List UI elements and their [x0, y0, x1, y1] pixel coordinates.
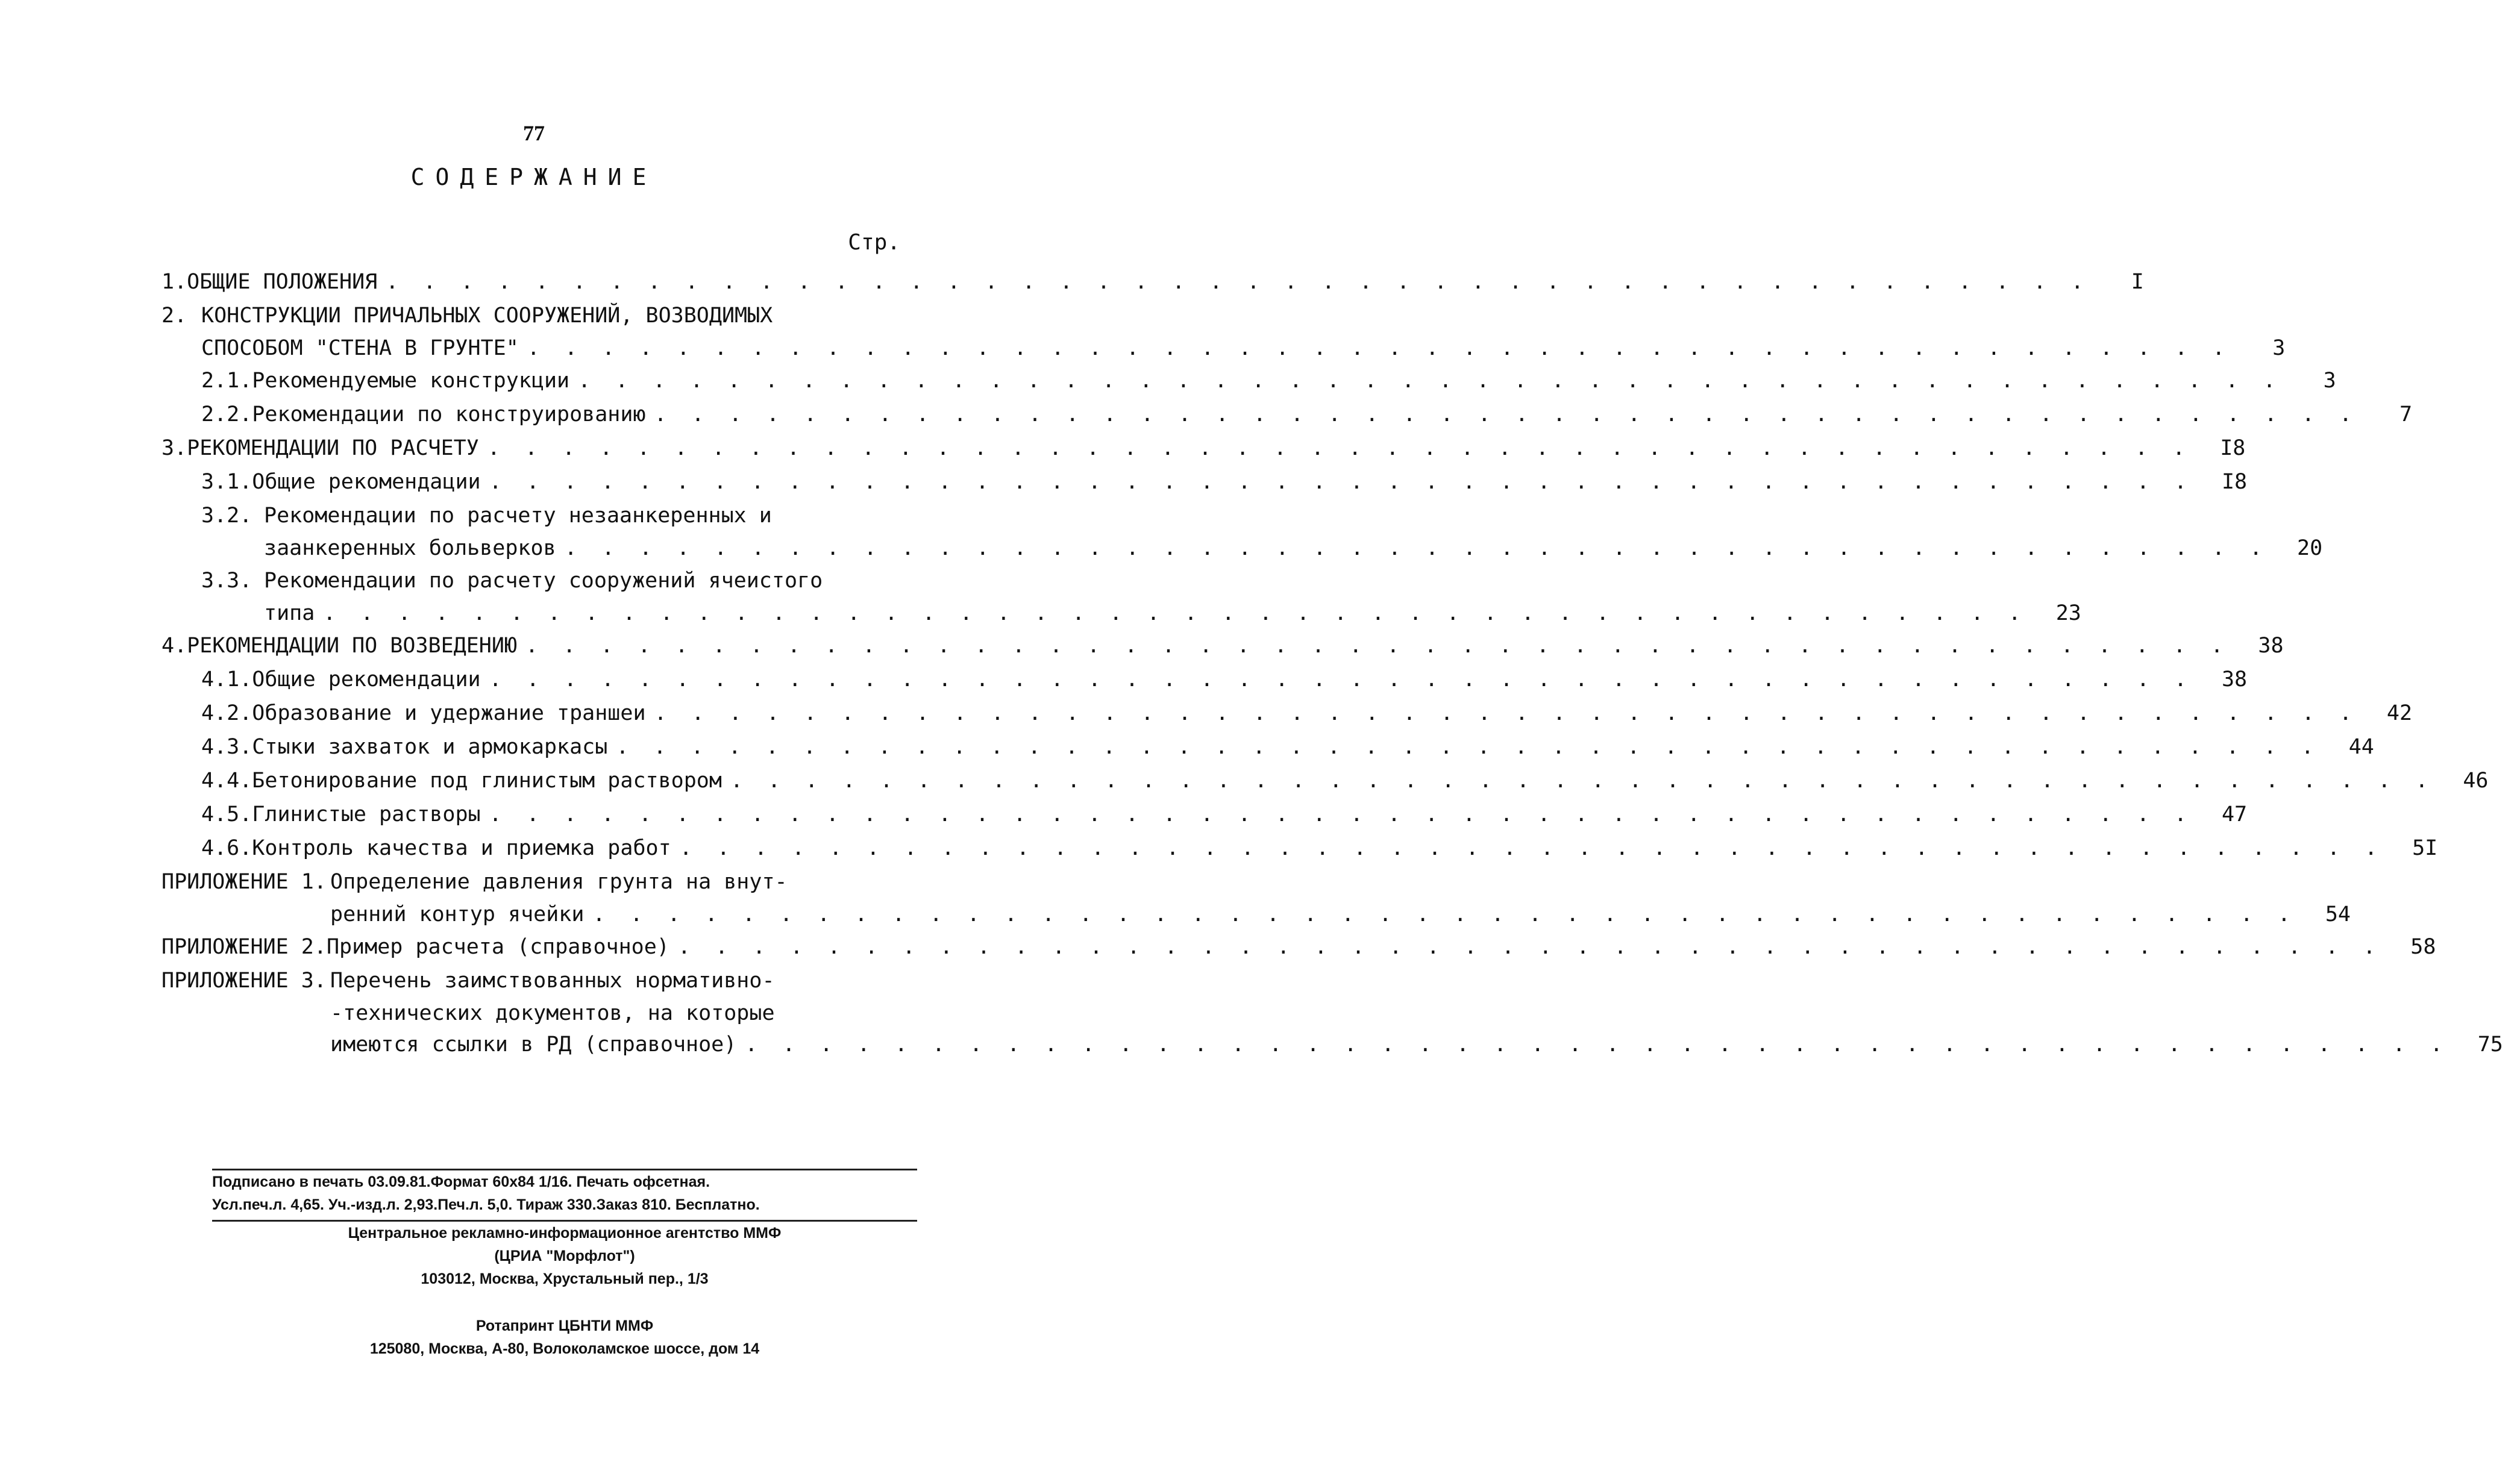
toc-entry [161, 564, 897, 598]
toc-title: Общие рекомендации [252, 470, 481, 494]
toc-entry [161, 364, 2336, 398]
toc-page: 20 [2297, 536, 2323, 560]
dot-leader [569, 364, 2282, 398]
toc-title: Рекомендации по конструированию [252, 402, 646, 426]
toc-title: Рекомендуемые конструкции [252, 369, 570, 393]
table-of-contents [161, 265, 2503, 1060]
dot-leader [517, 629, 2230, 663]
dot-leader [671, 831, 2384, 865]
toc-page: 3 [2272, 336, 2286, 360]
toc-page: I8 [2221, 470, 2248, 494]
toc-number: 4. [161, 634, 187, 658]
toc-number: 1. [161, 270, 187, 294]
page-column-label: Стр. [848, 230, 900, 255]
toc-number: 4.6. [201, 836, 252, 860]
imprint-block [212, 1169, 917, 1360]
toc-title: Бетонирование под глинистым раствором [252, 769, 722, 793]
toc-title: Контроль качества и приемка работ [252, 836, 671, 860]
dot-leader [584, 899, 2296, 930]
toc-title: Перечень заимствованных нормативно- [330, 969, 775, 993]
dot-leader [736, 1029, 2449, 1060]
toc-number: 4.3. [201, 735, 252, 759]
toc-number: 3.3. [201, 569, 252, 593]
dot-leader [519, 333, 2231, 364]
toc-page: 38 [2221, 667, 2248, 692]
dot-leader [479, 431, 2192, 465]
toc-page: 58 [2410, 935, 2436, 959]
page-number: 77 [523, 121, 545, 145]
toc-title: Определение давления грунта на внут- [330, 870, 788, 894]
toc-number: 4.1. [201, 667, 252, 692]
toc-number: 2.2. [201, 402, 252, 426]
toc-entry [161, 398, 2413, 431]
publisher-short-name: (ЦРИА "Морфлот") [494, 1248, 635, 1264]
toc-title: КОНСТРУКЦИИ ПРИЧАЛЬНЫХ СООРУЖЕНИЙ, ВОЗВОДИМЫХ [201, 304, 773, 328]
printer-name: Ротапринт ЦБНТИ ММФ [475, 1317, 654, 1334]
publisher-address: 103012, Москва, Хрустальный пер., 1/3 [421, 1270, 709, 1287]
toc-entry [161, 730, 2374, 764]
toc-entry [161, 265, 2144, 299]
toc-page: 75 [2477, 1033, 2503, 1057]
toc-number: 3. [161, 436, 187, 460]
toc-page: 5I [2412, 836, 2438, 860]
imprint-line: Усл.печ.л. 4,65. Уч.-изд.л. 2,93.Печ.л. 5,0. Тираж 330.Заказ 810. Бесплатно. [212, 1196, 760, 1213]
dot-leader [646, 696, 2359, 730]
toc-entry [161, 299, 897, 333]
toc-entry [161, 431, 2246, 465]
toc-page: 23 [2055, 601, 2081, 625]
page-title: СОДЕРЖАНИЕ [410, 164, 657, 190]
toc-page: 42 [2386, 701, 2413, 725]
toc-number: 3.1. [201, 470, 252, 494]
toc-number: 2.1. [201, 369, 252, 393]
toc-entry [161, 831, 2438, 865]
toc-title: РЕКОМЕНДАЦИИ ПО РАСЧЕТУ [187, 436, 479, 460]
dot-leader [722, 764, 2434, 798]
toc-entry-continuation [161, 333, 2286, 364]
toc-entry-continuation [161, 998, 897, 1029]
toc-number: 4.2. [201, 701, 252, 725]
toc-number: 2. [161, 304, 187, 328]
toc-number: ПРИЛОЖЕНИЕ 1. [161, 870, 327, 894]
toc-page: 7 [2399, 402, 2413, 426]
toc-entry-continuation [161, 598, 2081, 629]
toc-title-continuation: имеются ссылки в РД (справочное) [330, 1033, 737, 1057]
toc-entry [161, 798, 2248, 831]
toc-page: 46 [2463, 769, 2489, 793]
toc-page: 54 [2325, 902, 2351, 926]
toc-title: Образование и удержание траншеи [252, 701, 646, 725]
toc-number: 4.4. [201, 769, 252, 793]
toc-page: 38 [2258, 634, 2284, 658]
toc-page: 44 [2348, 735, 2374, 759]
toc-title-continuation: заанкеренных больверков [264, 536, 556, 560]
toc-title: Глинистые растворы [252, 802, 481, 826]
dot-leader [377, 265, 2090, 299]
dot-leader [315, 598, 2027, 629]
toc-entry [161, 696, 2413, 730]
toc-page: I [2131, 270, 2144, 294]
dot-leader [481, 798, 2193, 831]
toc-entry [161, 629, 2284, 663]
toc-title: РЕКОМЕНДАЦИИ ПО ВОЗВЕДЕНИЮ [187, 634, 518, 658]
toc-number: 4.5. [201, 802, 252, 826]
toc-entry [161, 764, 2489, 798]
toc-entry [161, 865, 897, 899]
toc-page: I8 [2220, 436, 2246, 460]
toc-title: Рекомендации по расчету незаанкеренных и [264, 504, 772, 528]
toc-number: 3.2. [201, 504, 252, 528]
dot-leader [481, 465, 2193, 499]
dot-leader [607, 730, 2320, 764]
toc-entry [161, 499, 897, 533]
dot-leader [646, 398, 2359, 431]
printer-address: 125080, Москва, А-80, Волоколамское шоссе, дом 14 [369, 1340, 760, 1357]
toc-entry-continuation [161, 533, 2323, 564]
toc-entry [161, 930, 2436, 964]
dot-leader [481, 663, 2193, 696]
toc-number: ПРИЛОЖЕНИЕ 2. [161, 935, 327, 959]
toc-title: Рекомендации по расчету сооружений ячеистого [264, 569, 823, 593]
toc-title: Общие рекомендации [252, 667, 481, 692]
toc-entry-continuation [161, 899, 2351, 930]
toc-entry [161, 663, 2248, 696]
toc-number: ПРИЛОЖЕНИЕ 3. [161, 969, 327, 993]
imprint-line: Подписано в печать 03.09.81.Формат 60х84 1/16. Печать офсетная. [212, 1173, 710, 1190]
toc-title-continuation: -технических документов, на которые [330, 1001, 775, 1025]
toc-page: 3 [2323, 369, 2336, 393]
toc-entry [161, 465, 2248, 499]
dot-leader [556, 533, 2269, 564]
toc-title-continuation: СПОСОБОМ "СТЕНА В ГРУНТЕ" [201, 336, 519, 360]
dot-leader [669, 930, 2382, 964]
toc-page: 47 [2221, 802, 2248, 826]
toc-entry [161, 964, 897, 998]
toc-title: ОБЩИЕ ПОЛОЖЕНИЯ [187, 270, 378, 294]
toc-title: Стыки захваток и армокаркасы [252, 735, 608, 759]
toc-title-continuation: ренний контур ячейки [330, 902, 585, 926]
toc-entry-continuation [161, 1029, 2503, 1060]
publisher-name: Центральное рекламно-информационное агентство ММФ [348, 1225, 782, 1242]
toc-title-continuation: типа [264, 601, 315, 625]
toc-title: Пример расчета (справочное) [326, 935, 669, 959]
